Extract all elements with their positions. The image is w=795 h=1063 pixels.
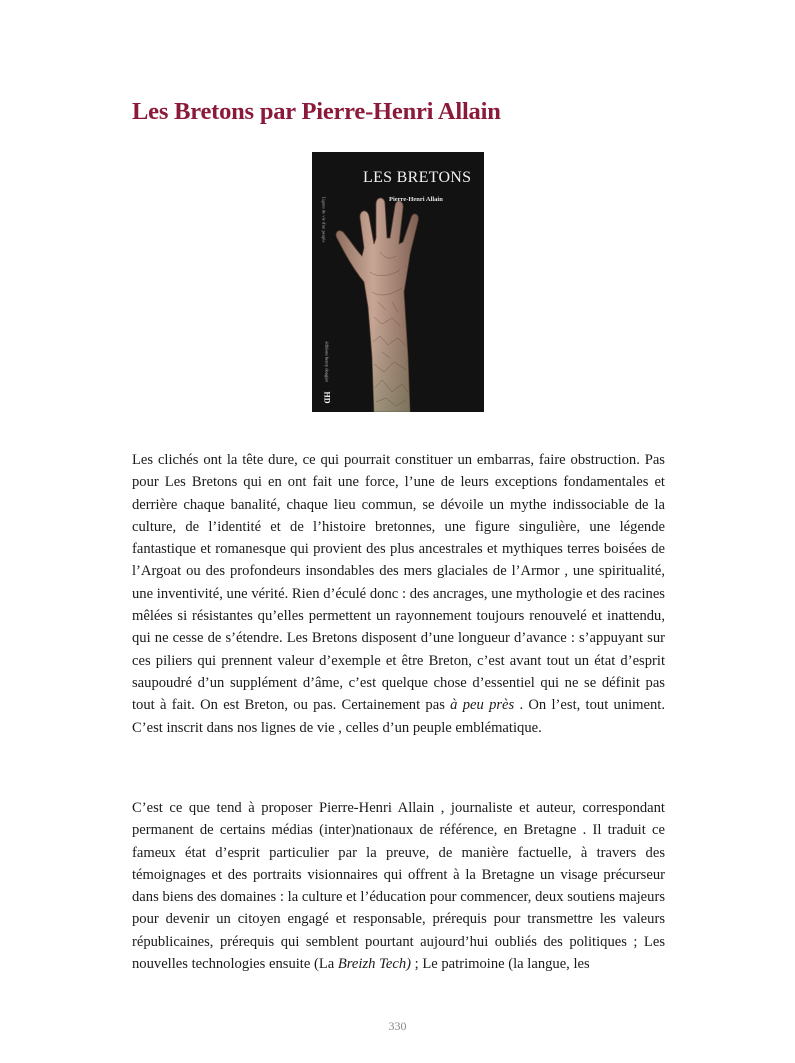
paragraph-2 <box>132 797 665 975</box>
page-title: Les Bretons par Pierre-Henri Allain <box>132 98 501 125</box>
paragraph-run-italic: Breizh Tech) <box>337 956 411 973</box>
cover-author: Pierre-Henri Allain <box>389 196 443 203</box>
cover-spine-text: Lignes de vie d'un peuple <box>321 196 327 243</box>
paragraph-run: ; Le patrimoine (la langue, les <box>410 956 590 973</box>
paragraph-run: . On l’est, tout uniment. C’est inscrit dans nos lignes de vie , celles d’un peuple emblématique. <box>132 697 665 736</box>
paragraph-run: Les clichés ont la tête dure, ce qui pourrait constituer un embarras, faire obstruction. Pas pour Les Bretons qui en ont fait une force, l’une de leurs exceptions fondamentales et derrière chaque banalité, chaque lieu commun, se dévoile un mythe indissociable de la culture, de l’identité et de l’histoire bretonnes, une figure singulière, une légende fantastique et romanesque qui provient des plus ancestrales et mythiques terres boisées de l’Argoat ou des profondeurs insondables des mers glaciales de l’Armor , une spiritualité, une inventivité, une vérité. Rien d’éculé donc : des ancrages, une mythologie et des racines mêlées si résistantes qu’elles permettent un rayonnement toujours renouvelé et inattendu, qui ne cesse de s’étendre. Les Bretons disposent d’une longueur d’avance : s’appuyant sur ces piliers qui prennent valeur d’exemple et être Breton, c’est avant tout un état d’esprit saupoudré d’un supplément d’âme, c’est quelque chose d’essentiel qui ne se définit pas tout à fait. On est Breton, ou pas. Certainement pas <box>132 452 665 714</box>
cover-publisher: éditions henry dougier <box>324 341 330 382</box>
paragraph-run-italic: à peu près <box>450 697 515 714</box>
cover-title: LES BRETONS <box>363 169 472 186</box>
paragraph-1 <box>132 449 665 739</box>
page-number: 330 <box>388 1019 407 1033</box>
publisher-logo: HD <box>322 391 332 404</box>
book-cover <box>312 152 484 412</box>
hand-illustration <box>312 152 484 412</box>
paragraph-run: C’est ce que tend à proposer Pierre-Henri Allain , journaliste et auteur, correspondant permanent de certains médias (inter)nationaux de référence, en Bretagne . Il traduit ce fameux état d’esprit particulier par la preuve, de manière factuelle, à travers des témoignages et des portraits visionnaires qui offrent à la Bretagne un visage précurseur dans biens des domaines : la culture et l’éducation pour commencer, deux soutiens majeurs pour devenir un citoyen engagé et responsable, prérequis pour transmettre les valeurs républicaines, prérequis qui semblent pourtant aujourd’hui oubliés des politiques ; Les nouvelles technologies ensuite (La <box>132 800 665 973</box>
